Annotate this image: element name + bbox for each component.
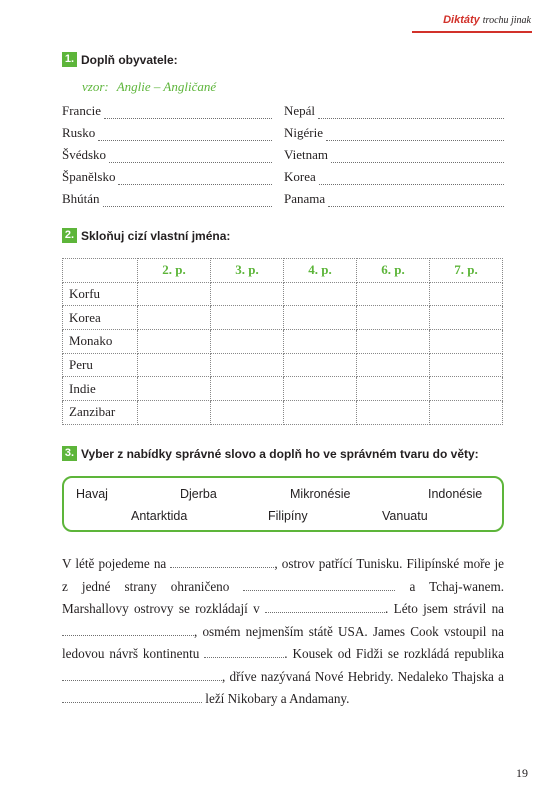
word-option: Filipíny: [268, 509, 308, 523]
answer-cell[interactable]: [357, 306, 430, 330]
word-option: Vanuatu: [382, 509, 428, 523]
task1-title: Doplň obyvatele:: [81, 52, 178, 67]
task1-number: 1.: [62, 52, 77, 67]
example-label: vzor:: [82, 79, 109, 94]
table-header-row: [63, 259, 503, 283]
fill-in-text: [62, 553, 504, 711]
answer-line[interactable]: [103, 197, 272, 207]
table-row: [63, 330, 503, 354]
country-label: Vietnam: [284, 147, 328, 162]
table-row: [63, 306, 503, 330]
sentence-fragment: . Kousek od Fidži se rozkládá republika: [284, 646, 504, 661]
answer-line[interactable]: [98, 131, 272, 141]
book-subtitle: trochu jinak: [482, 15, 531, 26]
country-label: Nepál: [284, 103, 316, 118]
country-label: Švédsko: [62, 147, 107, 162]
answer-line[interactable]: [318, 109, 504, 119]
country-label: Nigérie: [284, 125, 323, 140]
task3-title: Vyber z nabídky správné slovo a doplň ho ve správném tvaru do věty:: [81, 446, 479, 461]
answer-cell[interactable]: [211, 330, 284, 354]
book-title: Diktáty: [443, 14, 480, 26]
country-label: Panama: [284, 191, 326, 206]
answer-cell[interactable]: [138, 282, 211, 306]
answer-cell[interactable]: [284, 330, 357, 354]
answer-cell[interactable]: [430, 377, 503, 401]
table-row: [63, 377, 503, 401]
answer-cell[interactable]: [357, 377, 430, 401]
answer-line[interactable]: [328, 197, 504, 207]
country-label: Rusko: [62, 125, 96, 140]
country-label: Španělsko: [62, 169, 116, 184]
answer-cell[interactable]: [357, 353, 430, 377]
answer-cell[interactable]: [138, 401, 211, 425]
answer-cell[interactable]: [430, 330, 503, 354]
answer-line[interactable]: [326, 131, 504, 141]
answer-blank[interactable]: [62, 693, 202, 703]
column-header: 2. p.: [138, 259, 211, 283]
column-header: 6. p.: [357, 259, 430, 283]
answer-line[interactable]: [109, 153, 272, 163]
sentence-fragment: leží Nikobary a Andamany.: [205, 691, 350, 706]
answer-cell[interactable]: [430, 306, 503, 330]
answer-cell[interactable]: [430, 353, 503, 377]
task2-number: 2.: [62, 228, 77, 243]
answer-blank[interactable]: [243, 581, 395, 591]
example-text: Anglie – Angličané: [116, 79, 217, 94]
country-row: [284, 147, 504, 163]
answer-cell[interactable]: [211, 401, 284, 425]
answer-cell[interactable]: [357, 282, 430, 306]
answer-cell[interactable]: [138, 306, 211, 330]
country-row: [284, 125, 504, 141]
row-label: Monako: [63, 330, 138, 354]
task3-number: 3.: [62, 446, 77, 461]
word-option: Indonésie: [428, 487, 483, 501]
country-row: [62, 125, 272, 141]
word-bank: [62, 476, 504, 532]
table-corner: [63, 259, 138, 283]
word-option: Djerba: [180, 487, 217, 501]
column-header: 4. p.: [284, 259, 357, 283]
country-row: [284, 103, 504, 119]
answer-cell[interactable]: [357, 401, 430, 425]
task1-heading: [62, 52, 178, 67]
answer-cell[interactable]: [284, 353, 357, 377]
sentence-fragment: , osmém nejmenším státě USA. James Cook vstoupil na ledovou návrš kontinentu: [62, 623, 504, 661]
answer-line[interactable]: [319, 175, 504, 185]
sentence-fragment: , dříve nazývaná Nové Hebridy. Nedaleko Thajska a: [222, 668, 504, 684]
country-label: Korea: [284, 169, 316, 184]
page-header: [443, 14, 531, 26]
row-label: Indie: [63, 377, 138, 401]
row-label: Peru: [63, 353, 138, 377]
answer-cell[interactable]: [357, 330, 430, 354]
answer-line[interactable]: [118, 175, 272, 185]
answer-cell[interactable]: [211, 377, 284, 401]
country-row: [284, 169, 504, 185]
word-option: Antarktida: [131, 509, 188, 523]
answer-cell[interactable]: [138, 377, 211, 401]
answer-blank[interactable]: [62, 626, 194, 636]
answer-cell[interactable]: [284, 401, 357, 425]
word-option: Havaj: [76, 487, 108, 501]
sentence-fragment: V létě pojedeme na: [62, 556, 167, 571]
country-row: [62, 147, 272, 163]
table-row: [63, 401, 503, 425]
answer-blank[interactable]: [265, 603, 385, 613]
task2-title: Skloňuj cizí vlastní jména:: [81, 228, 231, 243]
answer-cell[interactable]: [430, 282, 503, 306]
answer-cell[interactable]: [211, 353, 284, 377]
declension-table: [62, 258, 503, 425]
answer-cell[interactable]: [211, 306, 284, 330]
table-row: [63, 353, 503, 377]
sentence-fragment: . Léto jsem strávil na: [385, 601, 505, 616]
row-label: Korfu: [63, 282, 138, 306]
answer-cell[interactable]: [284, 377, 357, 401]
sentence-fragment: , ostrov patřící Tunisku. Filipínské moře je z jedné strany ohraničeno: [62, 556, 505, 594]
task2-heading: [62, 228, 230, 243]
answer-cell[interactable]: [138, 353, 211, 377]
answer-blank[interactable]: [204, 648, 284, 658]
answer-blank[interactable]: [170, 558, 274, 568]
row-label: Korea: [63, 306, 138, 330]
column-header: 7. p.: [430, 259, 503, 283]
country-row: [284, 191, 504, 207]
header-rule: [412, 31, 532, 33]
task1-example: [82, 79, 216, 95]
country-row: [62, 191, 272, 207]
answer-cell[interactable]: [138, 330, 211, 354]
word-option: Mikronésie: [290, 487, 351, 501]
answer-line[interactable]: [331, 153, 504, 163]
answer-line[interactable]: [104, 109, 272, 119]
answer-cell[interactable]: [284, 306, 357, 330]
country-label: Francie: [62, 103, 101, 118]
answer-blank[interactable]: [62, 671, 222, 681]
table-row: [63, 282, 503, 306]
page-number: 19: [516, 766, 528, 780]
country-row: [62, 169, 272, 185]
sentence-fragment: a Tchaj-wanem. Marshallovy ostrovy se rozkládají v: [62, 578, 504, 616]
column-header: 3. p.: [211, 259, 284, 283]
country-label: Bhútán: [62, 191, 100, 206]
task3-heading: [62, 446, 479, 461]
answer-cell[interactable]: [430, 401, 503, 425]
country-row: [62, 103, 272, 119]
row-label: Zanzibar: [63, 401, 138, 425]
answer-cell[interactable]: [284, 282, 357, 306]
answer-cell[interactable]: [211, 282, 284, 306]
